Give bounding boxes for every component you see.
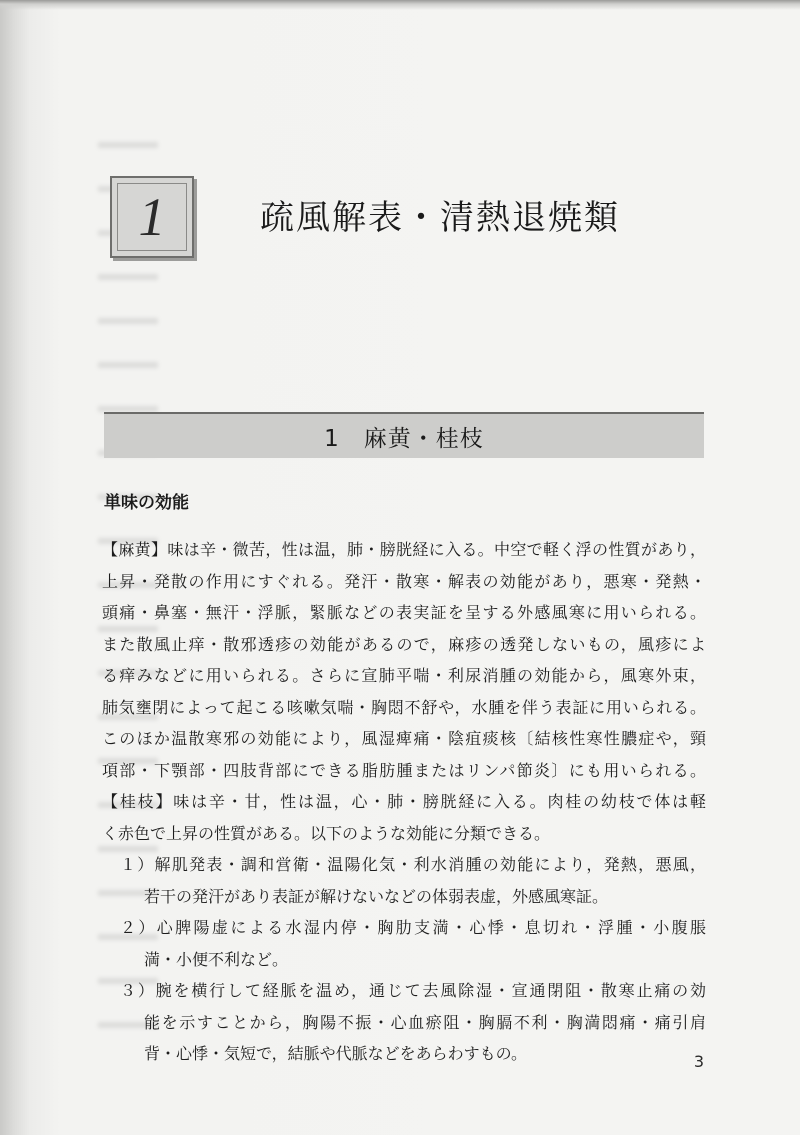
text-line: る痒みなどに用いられる。さらに宣肺平喘・利尿消腫の効能から，風寒外束， [102,666,706,685]
list-item-3 [102,975,706,1070]
list-item-line: 背・心悸・気短で，結脈や代脈などをあらわすもの。 [144,1044,528,1063]
list-item-line: 満・小便不利など。 [144,949,289,969]
list-item-line: 能を示すことから，胸陽不振・心血瘀阻・胸膈不利・胸満悶痛・痛引肩 [144,1012,706,1032]
paragraph-keishi [102,786,706,849]
section-title: 1 麻黄・桂枝 [324,425,484,452]
scan-edge-shadow [0,0,800,10]
list-item-line: ３）腕を横行して経脈を温め，通じて去風除湿・宣通閉阻・散寒止痛の効 [120,981,706,1000]
list-item-line: ２）心脾陽虚による水湿内停・胸肋支満・心悸・息切れ・浮腫・小腹脹 [120,918,706,937]
chapter-title: 疏風解表・清熱退焼類 [260,198,620,238]
chapter-number: 1 [138,187,166,247]
body-text [102,534,706,1070]
text-line: 上昇・発散の作用にすぐれる。発汗・散寒・解表の効能があり，悪寒・発熱・ [102,571,706,591]
list-item-line: 若干の発汗があり表証が解けないなどの体弱表虚，外感風寒証。 [144,886,609,906]
chapter-number-frame [117,183,187,251]
list-item-line: １）解肌発表・調和営衛・温陽化気・利水消腫の効能により，発熱，悪風， [120,855,706,874]
section-header-bar [104,412,704,458]
text-line: く赤色で上昇の性質がある。以下のような効能に分類できる。 [102,823,551,843]
text-line: 肺気壅閉によって起こる咳嗽気喘・胸悶不舒や，水腫を伴う表証に用いられる。 [102,697,706,717]
list-item-1 [102,849,706,912]
text-line: 【桂枝】味は辛・甘，性は温，心・肺・膀胱経に入る。肉桂の幼枝で体は軽 [102,792,706,811]
text-line: 頭痛・鼻塞・無汗・浮脈，緊脈などの表実証を呈する外感風寒に用いられる。 [102,603,706,622]
chapter-number-box [110,176,194,258]
list-item-2 [102,912,706,975]
text-line: 項部・下顎部・四肢背部にできる脂肪腫またはリンパ節炎〕にも用いられる。 [102,760,706,780]
paragraph-mao [102,534,706,786]
page-number: 3 [693,1052,705,1071]
text-line: 【麻黄】味は辛・微苦，性は温，肺・膀胱経に入る。中空で軽く浮の性質があり， [102,540,706,559]
subheading-single-herb-effects: 単味の効能 [104,493,189,513]
text-line: また散風止痒・散邪透疹の効能があるので，麻疹の透発しないもの，風疹によ [102,634,706,654]
text-line: このほか温散寒邪の効能により，風湿痺痛・陰疽痰核〔結核性寒性膿症や，頸 [102,729,706,748]
